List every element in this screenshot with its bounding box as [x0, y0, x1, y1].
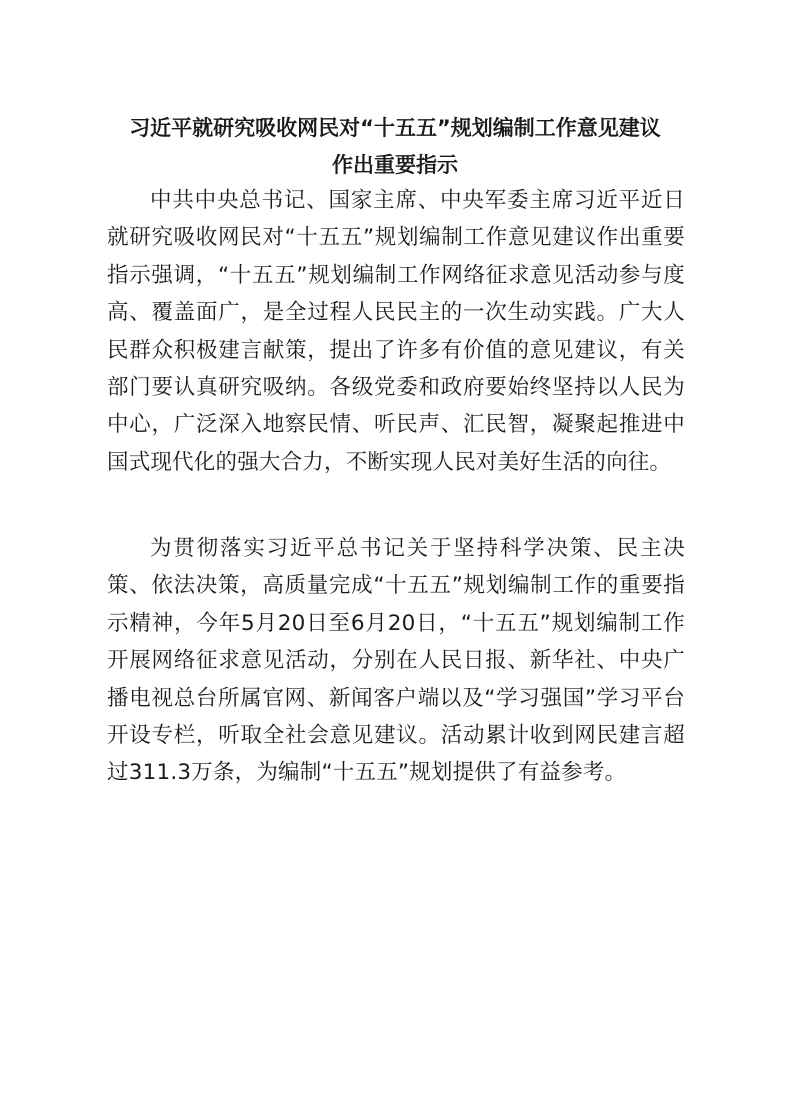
document-title-line-2: 作出重要指示 — [332, 153, 458, 177]
document-title-line-1: 习近平就研究吸收网民对“十五五”规划编制工作意见建议 — [129, 116, 661, 140]
body-paragraph-1: 中共中央总书记、国家主席、中央军委主席习近平近日就研究吸收网民对“十五五”规划编制工作意见建议作出重要指示强调，“十五五”规划编制工作网络征求意见活动参与度高、覆盖面广，是全过程人民民主的一次生动实践。广大人民群众积极建言献策，提出了许多有价值的意见建议，有关部门要认真研究吸纳。各级党委和政府要始终坚持以人民为中心，广泛深入地察民情、听民声、汇民智，凝聚起推进中国式现代化的强大合力，不断实现人民对美好生活的向往。 — [107, 188, 685, 475]
body-paragraph-2: 为贯彻落实习近平总书记关于坚持科学决策、民主决策、依法决策，高质量完成“十五五”规划编制工作的重要指示精神，今年5月20日至6月20日，“十五五”规划编制工作开展网络征求意见活动，分别在人民日报、新华社、中央广播电视总台所属官网、新闻客户端以及“学习强国”学习平台开设专栏，听取全社会意见建议。活动累计收到网民建言超过311.3万条，为编制“十五五”规划提供了有益参考。 — [107, 536, 685, 786]
